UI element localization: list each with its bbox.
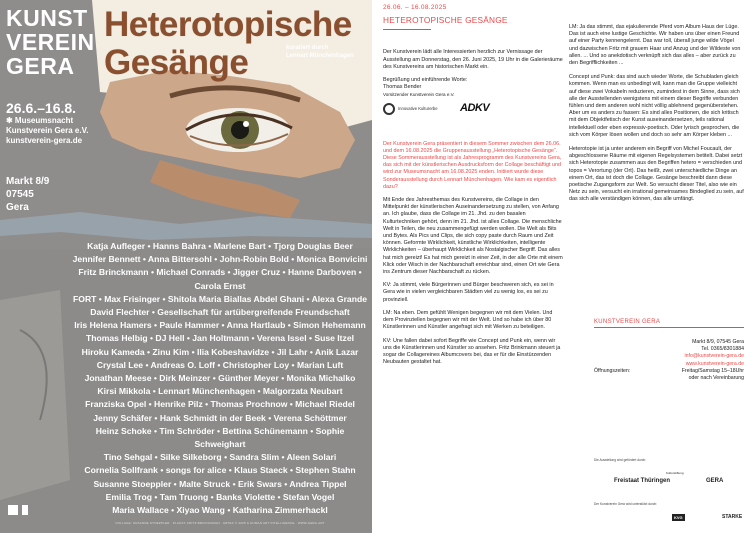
org-line-1: KUNST xyxy=(6,5,88,31)
interview-paragraph: Mit Ende des Jahresthemas des Kunstvereins, die Collage in den Mittelpunkt der künstlerischen Auseinandersetzung zu stellen, von Anfang an. Ich glaube, dass die Collage im 21. Jhd. zu den basalen Kulturtechniken gehört, denn im 21. Jhd. ist alles Collage. Die menschliche Welt in Teilen, die neu zusammengefügt werden wollen. Die Welt als Bits und Bytes. Als Pics und Clips, die sich copy paste durch Raum und Zeit können. Geformte Wirklichkeit, künstliche Wirklichkeiten, intelligente Wirklichkeiten – überhaupt Wirklichkeit als Nostalgischer Begriff. Das alles hat mich gereizt! Es hat mich gereizt in einer Zeit, in der alle Orte mit einem Klick oder Wisch in der Nachbarschaft erreichbar sind, einen Ort wie Gera ins Zentrum dieser Nachbarschaft zu rücken. xyxy=(383,197,563,276)
hours-label: Öffnungszeiten: xyxy=(594,367,631,374)
web-label: kunstverein-gera.de xyxy=(6,136,83,145)
poster-credit: COLLAGE: SUSANNE STOEPPLER · PLAKAT: FRITZ BRINCKMANN · ARTEX © 2025 & HUMAN ART INTELLIGENCE · WWW.GERA.ART xyxy=(115,521,325,525)
artist-list xyxy=(72,240,368,517)
invitation-column xyxy=(383,4,563,372)
address-line: 07545 xyxy=(6,189,34,200)
interview-paragraph: KV: Une fallen dabei sofort Begriffe wie Concept und Punk ein, wenn wir uns die Künstlerinnen und Künstler so ansehen. Fritz Brinkmann steuert ja sogar die Collagereines Albumcovers bei, das er für die Einstürzenden Neubauten gestaltet hat. xyxy=(383,337,561,366)
interview-paragraph: LM: Ja das stimmt, das ejakulierende Pferd vom Album Haus der Lüge. Das ist auch eine lustige Geschichte. Wir haben uns über einen Freund auf einer Party kennengelernt. Das war toll, überall junge wilde Vögel und dazwischen Fritz mit grauem Haar und Anzug und der Wildeste von allen. ... Und so anekdotisch verknüpft sich das alles – aber zurück zu den Begrifflichkeiten ... xyxy=(569,24,741,67)
interview-paragraph: KV: Ja stimmt, viele Bürgerinnen und Bürger beschweren sich, es sei in Gera wie in vielen vergleichbaren Städten viel zu wenig los, es sei zu provinziell. xyxy=(383,282,554,303)
kulturerbe-logo xyxy=(383,103,438,115)
contact-address: Markt 8/9, 07545 Gera xyxy=(692,339,744,345)
title-line-2: Gesänge xyxy=(104,43,249,82)
interview-paragraph: Concept und Punk: das sind auch wieder Worte, die Schubladen gleich kommen. Wenn man es unbedingt will, kann man die Gruppe vielleicht auf diese zwei Vokabeln reduzieren, zumindest in dem Sinne, dass sich alle der Ausstellenden wenigstens mit einem dieser Begriffe verbunden fühlen und dem anderen wohl nicht völlig ablehnend gegenüberstehen. Aber um es anders zu fassen: Es sind alles Positionen, die sich kritisch mit dem Objektfetisch der Kunst auseinandersetzen, teils rational intellektuell oder eben expressiv-poetisch. Oder lyrisch gesprochen, die sich vom Körper lösen wollen und doch so sehr am Körper kleben ... xyxy=(569,74,740,138)
artist-line: Cornelia Sollfrank • songs for alice • Klaus Staeck • Stephen Stahn xyxy=(84,465,356,476)
kv-underline xyxy=(594,327,744,328)
circle-icon xyxy=(383,103,395,115)
hours-value: Freitag/Samstag 15–18Uhr xyxy=(681,367,744,374)
square-logo-mark xyxy=(22,505,28,515)
kv-ev-label: Kunstverein Gera e.V. xyxy=(6,126,89,135)
curator-line-1: kuratiert durch xyxy=(286,45,329,51)
supporter-logos xyxy=(594,512,744,524)
address-line: Gera xyxy=(6,202,29,213)
artist-line: Hiroku Kameda • Zinu Kim • Ilia Kobeshavidze • Jil Lahr • Anik Lazar xyxy=(81,346,359,357)
exhibition-poster xyxy=(0,0,372,533)
title-divider xyxy=(383,29,431,30)
artist-line: Jenny Schäfer • Hank Schmidt in der Beek • Verena Schöttmer xyxy=(93,412,347,423)
org-line-2: VEREIN xyxy=(6,29,95,55)
artist-line: Emilia Trog • Tam Truong • Banks Violette • Stefan Vogel xyxy=(105,491,335,502)
artist-line: Kirsi Mikkola • Lennart Münchenhagen • Malgorzata Neubart xyxy=(97,386,343,397)
intro-paragraph: Der Kunstverein Gera präsentiert in diesem Sommer zwischen dem 26.06. und dem 16.08.2025 die Gruppenausstellung „Heterotopische Gesänge“. Diese Sommerausstellung ist als Jahresprogramm des Kunstvereins Gera, das sich mit der künstlerischen Ausdrucksform der Collage beschäftigt und wird zur Museumsnacht am 16.08.2025 enden. Initiiert wurde diese Sonderausstellung durch Lennart Münchenhagen. Wie kam es eigentlich dazu? xyxy=(383,140,562,190)
curator-line-2: Lennart Münchenhagen xyxy=(286,53,354,59)
exhibition-dates: 26.06. – 16.08.2025 xyxy=(383,4,447,11)
contact-phone: Tel. 0365/8301884 xyxy=(701,346,744,353)
opening-hours xyxy=(594,368,744,375)
kvg-logo: KVG xyxy=(674,515,683,520)
kunstverein-logo xyxy=(6,6,95,78)
artist-line: David Flechter • Gesellschaft für artübergreifende Freundschaft xyxy=(90,307,350,318)
partner-logos xyxy=(383,103,563,115)
kulturstiftung-logo: Kulturstiftung xyxy=(666,471,684,475)
artist-line: Crystal Lee • Andreas O. Loff • Christopher Loy • Marian Luft xyxy=(96,359,344,370)
museumsnacht-label: ✱ Museumsnacht xyxy=(6,116,74,125)
exhibition-title: HETEROTOPISCHE GESÄNGE xyxy=(383,15,508,26)
poster-address xyxy=(6,175,49,214)
sponsor-logos xyxy=(594,468,744,496)
artist-line: Jonathan Meese • Dirk Meinzer • Günther Meyer • Monika Michalko xyxy=(84,373,356,384)
square-logo-mark xyxy=(8,505,18,515)
gera-logo: GERA xyxy=(706,478,724,484)
date-range: 26.6.–16.8. xyxy=(6,100,77,116)
artist-line: Susanne Stoeppler • Malte Struck • Erik Swars • Andrea Tippel xyxy=(93,478,347,489)
welcome-name: Thomas Bender xyxy=(383,84,422,91)
welcome-label: Begrüßung und einführende Worte: xyxy=(383,77,468,84)
adkv-logo: ADKV xyxy=(460,102,490,115)
artist-line: Heinz Schoke • Tim Schröder • Bettina Schünemann • Sophie Schweighart xyxy=(95,425,345,450)
title-line-1: Heterotopische xyxy=(104,5,352,44)
poster-dates xyxy=(6,101,88,146)
hours-extra: oder nach Vereinbarung xyxy=(688,375,744,382)
kunstverein-gera-label xyxy=(594,319,744,328)
contact-info xyxy=(594,339,744,382)
welcome-role: Vorsitzender Kunstverein Gera e.V. xyxy=(383,92,455,98)
artist-line: Iris Helena Hamers • Paule Hammer • Anna Hartlaub • Simon Hehemann xyxy=(74,320,366,331)
artist-line: Fritz Brinckmann • Michael Conrads • Jigger Cruz • Hanne Darboven • Carola Ernst xyxy=(78,267,362,291)
interview-paragraph: LM: Na eben. Dem gefühlt Wenigen begegnen wir mit dem Vielen. Und dem Provinziellen begegnen wir mit der Welt. Und so habe ich über 80 Künstlerinnen und Künstler angefragt sich mit Werken zu beteiligen. xyxy=(383,309,553,331)
artist-line: Franziska Opel • Henrike Pilz • Thomas Prochnow • Michael Riedel xyxy=(85,399,355,410)
interview-column xyxy=(569,24,744,211)
contact-web[interactable]: www.kunstverein-gera.de xyxy=(685,360,744,367)
thueringen-logo: Freistaat Thüringen xyxy=(614,478,671,484)
kulturerbe-text: Innovative Kulturerbe xyxy=(398,106,438,112)
starke-logo: STARKE xyxy=(722,514,743,520)
funder-note: Der Kunstverein Gera wird unterstützt durch: xyxy=(594,502,658,506)
address-line: Markt 8/9 xyxy=(6,176,50,187)
sponsor-note: Die Ausstellung wird gefördert durch: xyxy=(594,458,647,462)
curator-note xyxy=(286,44,354,60)
artist-line: Katja Aufleger • Hanns Bahra • Marlene Bart • Tjorg Douglas Beer xyxy=(87,241,353,251)
artist-line: FORT • Max Frisinger • Shitola Maria Biallas Abdel Ghani • Alexa Grande xyxy=(73,293,367,304)
contact-email[interactable]: info@kunstverein-gera.de xyxy=(684,353,744,360)
artist-line: Maria Wallace • Xiyao Wang • Katharina Zimmerhackl xyxy=(112,505,328,516)
artist-line: Jennifer Bennett • Anna Bittersohl • John-Robin Bold • Monica Bonvicini xyxy=(72,254,368,265)
artist-line: Tino Sehgal • Silke Silkeborg • Sandra Slim • Aleen Solari xyxy=(103,452,337,463)
invitation-text: Der Kunstverein lädt alle Interessierten herzlich zur Vernissage der Ausstellung am Donnerstag, den 26. Juni 2025, 19 Uhr in die Galerieräume des Kunstvereins am historischen Markt ein. xyxy=(383,49,563,70)
org-line-3: GERA xyxy=(6,53,75,79)
artist-line: Thomas Helbig • DJ Hell • Jan Holtmann • Verena Issel • Suse Itzel xyxy=(85,333,355,344)
kv-label-text: KUNSTVEREIN GERA xyxy=(594,319,661,325)
interview-paragraph: Heterotopie ist ja unter anderem ein Begriff von Michel Foucault, der abgeschlossene Räume mit eigenen Regelsystemen betitelt. Dabei setzt sich Heterotopie zusammen aus den Begriffen hetero = verschieden und topos = Verortung (der Ort). Das heißt, zwei unterschiedliche Dinge an einem Ort, das ist doch die Collage. Gesänge beschreibt dann diese poetische Zugangsform zur Welt. So versucht dieser Titel, also wie ein Netz zu sein, versucht ein irrational gemeinsames Bindeglied zu sein, auf das sich alle verständigen können, das alle umfängt. xyxy=(569,146,744,203)
